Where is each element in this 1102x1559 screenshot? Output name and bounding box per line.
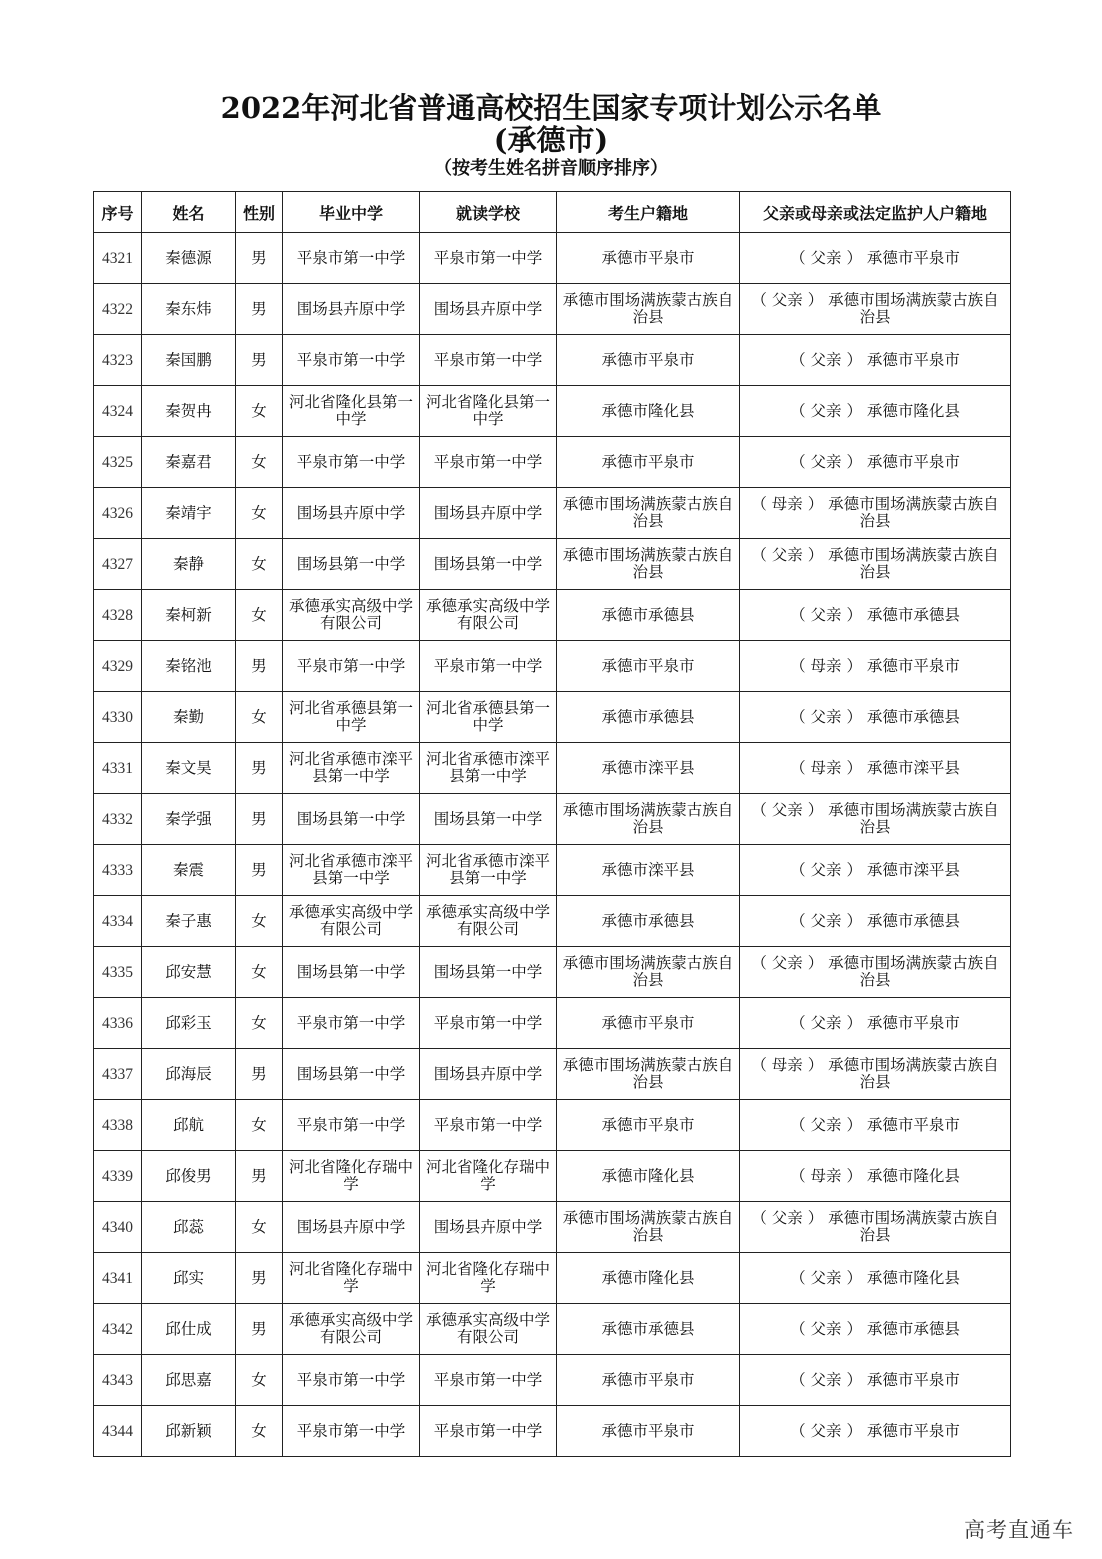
index-cell: 4323	[94, 335, 142, 386]
gender-cell: 女	[236, 1406, 283, 1457]
residence-cell: 承德市平泉市	[557, 437, 740, 488]
gender-cell: 女	[236, 488, 283, 539]
guardian-residence-cell: （ 母亲 ） 承德市围场满族蒙古族自治县	[740, 1049, 1011, 1100]
residence-cell: 承德市围场满族蒙古族自治县	[557, 947, 740, 998]
graduation-school-cell: 围场县卉原中学	[283, 284, 420, 335]
residence-cell: 承德市围场满族蒙古族自治县	[557, 1202, 740, 1253]
graduation-school-cell: 河北省隆化县第一中学	[283, 386, 420, 437]
table-row	[94, 692, 1011, 743]
gender-cell: 男	[236, 845, 283, 896]
name-cell: 邱俊男	[142, 1151, 236, 1202]
index-cell: 4330	[94, 692, 142, 743]
name-cell: 秦震	[142, 845, 236, 896]
graduation-school-cell: 承德承实高级中学有限公司	[283, 1304, 420, 1355]
table-row	[94, 998, 1011, 1049]
residence-cell: 承德市滦平县	[557, 743, 740, 794]
graduation-school-cell: 平泉市第一中学	[283, 1355, 420, 1406]
current-school-cell: 围场县卉原中学	[420, 284, 557, 335]
graduation-school-cell: 承德承实高级中学有限公司	[283, 896, 420, 947]
name-cell: 秦国鹏	[142, 335, 236, 386]
index-cell: 4336	[94, 998, 142, 1049]
graduation-school-cell: 平泉市第一中学	[283, 437, 420, 488]
header-cell-residence: 考生户籍地	[557, 192, 740, 233]
current-school-cell: 平泉市第一中学	[420, 1100, 557, 1151]
residence-cell: 承德市滦平县	[557, 845, 740, 896]
current-school-cell: 平泉市第一中学	[420, 641, 557, 692]
graduation-school-cell: 平泉市第一中学	[283, 233, 420, 284]
table-row	[94, 335, 1011, 386]
residence-cell: 承德市平泉市	[557, 1355, 740, 1406]
graduation-school-cell: 平泉市第一中学	[283, 998, 420, 1049]
header-cell-graduation-school: 毕业中学	[283, 192, 420, 233]
graduation-school-cell: 承德承实高级中学有限公司	[283, 590, 420, 641]
residence-cell: 承德市围场满族蒙古族自治县	[557, 794, 740, 845]
graduation-school-cell: 围场县第一中学	[283, 947, 420, 998]
name-cell: 秦文昊	[142, 743, 236, 794]
table-row	[94, 1049, 1011, 1100]
table-row	[94, 437, 1011, 488]
table-header	[94, 192, 1011, 233]
table-row	[94, 233, 1011, 284]
table-row	[94, 539, 1011, 590]
index-cell: 4341	[94, 1253, 142, 1304]
residence-cell: 承德市隆化县	[557, 1253, 740, 1304]
guardian-residence-cell: （ 父亲 ） 承德市平泉市	[740, 437, 1011, 488]
table-row	[94, 386, 1011, 437]
name-cell: 秦嘉君	[142, 437, 236, 488]
table-body	[94, 233, 1011, 1457]
header-row	[94, 192, 1011, 233]
residence-cell: 承德市隆化县	[557, 386, 740, 437]
current-school-cell: 河北省承德市滦平县第一中学	[420, 845, 557, 896]
guardian-residence-cell: （ 母亲 ） 承德市隆化县	[740, 1151, 1011, 1202]
name-cell: 邱安慧	[142, 947, 236, 998]
guardian-residence-cell: （ 母亲 ） 承德市平泉市	[740, 641, 1011, 692]
name-cell: 秦勤	[142, 692, 236, 743]
table-row	[94, 641, 1011, 692]
document-title: 2022年河北省普通高校招生国家专项计划公示名单	[220, 91, 882, 125]
index-cell: 4324	[94, 386, 142, 437]
guardian-residence-cell: （ 父亲 ） 承德市隆化县	[740, 1253, 1011, 1304]
document-subtitle: (承德市)	[493, 123, 609, 157]
graduation-school-cell: 围场县第一中学	[283, 1049, 420, 1100]
residence-cell: 承德市平泉市	[557, 1100, 740, 1151]
residence-cell: 承德市承德县	[557, 896, 740, 947]
current-school-cell: 河北省隆化县第一中学	[420, 386, 557, 437]
current-school-cell: 平泉市第一中学	[420, 233, 557, 284]
gender-cell: 女	[236, 590, 283, 641]
residence-cell: 承德市承德县	[557, 590, 740, 641]
table-row	[94, 947, 1011, 998]
current-school-cell: 围场县卉原中学	[420, 488, 557, 539]
name-cell: 秦靖宇	[142, 488, 236, 539]
graduation-school-cell: 围场县第一中学	[283, 794, 420, 845]
guardian-residence-cell: （ 父亲 ） 承德市承德县	[740, 896, 1011, 947]
index-cell: 4344	[94, 1406, 142, 1457]
index-cell: 4331	[94, 743, 142, 794]
residence-cell: 承德市平泉市	[557, 335, 740, 386]
guardian-residence-cell: （ 父亲 ） 承德市隆化县	[740, 386, 1011, 437]
current-school-cell: 围场县第一中学	[420, 539, 557, 590]
gender-cell: 女	[236, 1202, 283, 1253]
current-school-cell: 河北省隆化存瑞中学	[420, 1151, 557, 1202]
graduation-school-cell: 围场县卉原中学	[283, 1202, 420, 1253]
gender-cell: 男	[236, 1151, 283, 1202]
index-cell: 4328	[94, 590, 142, 641]
index-cell: 4339	[94, 1151, 142, 1202]
graduation-school-cell: 平泉市第一中学	[283, 335, 420, 386]
gender-cell: 男	[236, 743, 283, 794]
graduation-school-cell: 河北省隆化存瑞中学	[283, 1151, 420, 1202]
index-cell: 4321	[94, 233, 142, 284]
gender-cell: 男	[236, 1253, 283, 1304]
table-row	[94, 488, 1011, 539]
graduation-school-cell: 围场县卉原中学	[283, 488, 420, 539]
graduation-school-cell: 平泉市第一中学	[283, 641, 420, 692]
gender-cell: 女	[236, 896, 283, 947]
header-cell-guardian-residence: 父亲或母亲或法定监护人户籍地	[740, 192, 1011, 233]
current-school-cell: 平泉市第一中学	[420, 1406, 557, 1457]
table-row	[94, 845, 1011, 896]
residence-cell: 承德市平泉市	[557, 233, 740, 284]
name-cell: 秦德源	[142, 233, 236, 284]
gender-cell: 男	[236, 794, 283, 845]
guardian-residence-cell: （ 父亲 ） 承德市围场满族蒙古族自治县	[740, 1202, 1011, 1253]
residence-cell: 承德市平泉市	[557, 998, 740, 1049]
graduation-school-cell: 平泉市第一中学	[283, 1100, 420, 1151]
graduation-school-cell: 河北省隆化存瑞中学	[283, 1253, 420, 1304]
residence-cell: 承德市承德县	[557, 692, 740, 743]
gender-cell: 女	[236, 998, 283, 1049]
current-school-cell: 平泉市第一中学	[420, 998, 557, 1049]
table-row	[94, 896, 1011, 947]
name-cell: 邱航	[142, 1100, 236, 1151]
current-school-cell: 河北省承德市滦平县第一中学	[420, 743, 557, 794]
current-school-cell: 平泉市第一中学	[420, 1355, 557, 1406]
gender-cell: 女	[236, 947, 283, 998]
table-row	[94, 590, 1011, 641]
gender-cell: 男	[236, 233, 283, 284]
table-row	[94, 794, 1011, 845]
name-cell: 秦柯新	[142, 590, 236, 641]
guardian-residence-cell: （ 父亲 ） 承德市围场满族蒙古族自治县	[740, 947, 1011, 998]
guardian-residence-cell: （ 父亲 ） 承德市滦平县	[740, 845, 1011, 896]
name-cell: 秦静	[142, 539, 236, 590]
name-cell: 邱实	[142, 1253, 236, 1304]
gender-cell: 女	[236, 386, 283, 437]
name-cell: 邱新颖	[142, 1406, 236, 1457]
guardian-residence-cell: （ 父亲 ） 承德市承德县	[740, 1304, 1011, 1355]
index-cell: 4327	[94, 539, 142, 590]
guardian-residence-cell: （ 父亲 ） 承德市平泉市	[740, 1406, 1011, 1457]
index-cell: 4333	[94, 845, 142, 896]
current-school-cell: 承德承实高级中学有限公司	[420, 1304, 557, 1355]
gender-cell: 女	[236, 539, 283, 590]
current-school-cell: 围场县第一中学	[420, 794, 557, 845]
residence-cell: 承德市平泉市	[557, 641, 740, 692]
guardian-residence-cell: （ 父亲 ） 承德市承德县	[740, 590, 1011, 641]
graduation-school-cell: 围场县第一中学	[283, 539, 420, 590]
gender-cell: 女	[236, 1100, 283, 1151]
guardian-residence-cell: （ 父亲 ） 承德市平泉市	[740, 335, 1011, 386]
gender-cell: 男	[236, 335, 283, 386]
table-row	[94, 1151, 1011, 1202]
current-school-cell: 承德承实高级中学有限公司	[420, 590, 557, 641]
residence-cell: 承德市平泉市	[557, 1406, 740, 1457]
current-school-cell: 河北省隆化存瑞中学	[420, 1253, 557, 1304]
current-school-cell: 平泉市第一中学	[420, 437, 557, 488]
index-cell: 4340	[94, 1202, 142, 1253]
name-cell: 邱海辰	[142, 1049, 236, 1100]
index-cell: 4326	[94, 488, 142, 539]
name-cell: 邱蕊	[142, 1202, 236, 1253]
name-cell: 秦铭池	[142, 641, 236, 692]
guardian-residence-cell: （ 父亲 ） 承德市围场满族蒙古族自治县	[740, 539, 1011, 590]
residence-cell: 承德市围场满族蒙古族自治县	[557, 1049, 740, 1100]
header-cell-gender: 性别	[236, 192, 283, 233]
graduation-school-cell: 河北省承德县第一中学	[283, 692, 420, 743]
residence-cell: 承德市隆化县	[557, 1151, 740, 1202]
residence-cell: 承德市围场满族蒙古族自治县	[557, 284, 740, 335]
guardian-residence-cell: （ 父亲 ） 承德市平泉市	[740, 233, 1011, 284]
table-row	[94, 1355, 1011, 1406]
guardian-residence-cell: （ 母亲 ） 承德市围场满族蒙古族自治县	[740, 488, 1011, 539]
graduation-school-cell: 河北省承德市滦平县第一中学	[283, 743, 420, 794]
guardian-residence-cell: （ 母亲 ） 承德市滦平县	[740, 743, 1011, 794]
graduation-school-cell: 河北省承德市滦平县第一中学	[283, 845, 420, 896]
table-row	[94, 1100, 1011, 1151]
header-cell-name: 姓名	[142, 192, 236, 233]
index-cell: 4342	[94, 1304, 142, 1355]
header-cell-current-school: 就读学校	[420, 192, 557, 233]
index-cell: 4335	[94, 947, 142, 998]
index-cell: 4332	[94, 794, 142, 845]
residence-cell: 承德市围场满族蒙古族自治县	[557, 539, 740, 590]
name-cell: 邱彩玉	[142, 998, 236, 1049]
gender-cell: 男	[236, 284, 283, 335]
graduation-school-cell: 平泉市第一中学	[283, 1406, 420, 1457]
table-row	[94, 743, 1011, 794]
header-cell-index: 序号	[94, 192, 142, 233]
residence-cell: 承德市承德县	[557, 1304, 740, 1355]
gender-cell: 男	[236, 641, 283, 692]
index-cell: 4337	[94, 1049, 142, 1100]
current-school-cell: 围场县第一中学	[420, 947, 557, 998]
current-school-cell: 围场县卉原中学	[420, 1202, 557, 1253]
name-cell: 秦贺冉	[142, 386, 236, 437]
index-cell: 4329	[94, 641, 142, 692]
gender-cell: 男	[236, 1049, 283, 1100]
gender-cell: 男	[236, 1304, 283, 1355]
residence-cell: 承德市围场满族蒙古族自治县	[557, 488, 740, 539]
gender-cell: 女	[236, 692, 283, 743]
guardian-residence-cell: （ 父亲 ） 承德市围场满族蒙古族自治县	[740, 794, 1011, 845]
guardian-residence-cell: （ 父亲 ） 承德市承德县	[740, 692, 1011, 743]
roster-table	[93, 191, 1011, 1457]
table-row	[94, 1202, 1011, 1253]
current-school-cell: 河北省承德县第一中学	[420, 692, 557, 743]
name-cell: 邱仕成	[142, 1304, 236, 1355]
name-cell: 秦学强	[142, 794, 236, 845]
table-row	[94, 1253, 1011, 1304]
table-row	[94, 1304, 1011, 1355]
guardian-residence-cell: （ 父亲 ） 承德市平泉市	[740, 998, 1011, 1049]
watermark: 高考直通车	[964, 1518, 1074, 1542]
index-cell: 4343	[94, 1355, 142, 1406]
table-row	[94, 284, 1011, 335]
index-cell: 4338	[94, 1100, 142, 1151]
guardian-residence-cell: （ 父亲 ） 承德市围场满族蒙古族自治县	[740, 284, 1011, 335]
name-cell: 秦东炜	[142, 284, 236, 335]
index-cell: 4334	[94, 896, 142, 947]
guardian-residence-cell: （ 父亲 ） 承德市平泉市	[740, 1355, 1011, 1406]
guardian-residence-cell: （ 父亲 ） 承德市平泉市	[740, 1100, 1011, 1151]
table-row	[94, 1406, 1011, 1457]
index-cell: 4325	[94, 437, 142, 488]
sort-note: （按考生姓名拼音顺序排序）	[434, 158, 668, 179]
gender-cell: 女	[236, 437, 283, 488]
current-school-cell: 平泉市第一中学	[420, 335, 557, 386]
index-cell: 4322	[94, 284, 142, 335]
current-school-cell: 围场县卉原中学	[420, 1049, 557, 1100]
gender-cell: 女	[236, 1355, 283, 1406]
current-school-cell: 承德承实高级中学有限公司	[420, 896, 557, 947]
name-cell: 秦子惠	[142, 896, 236, 947]
name-cell: 邱思嘉	[142, 1355, 236, 1406]
